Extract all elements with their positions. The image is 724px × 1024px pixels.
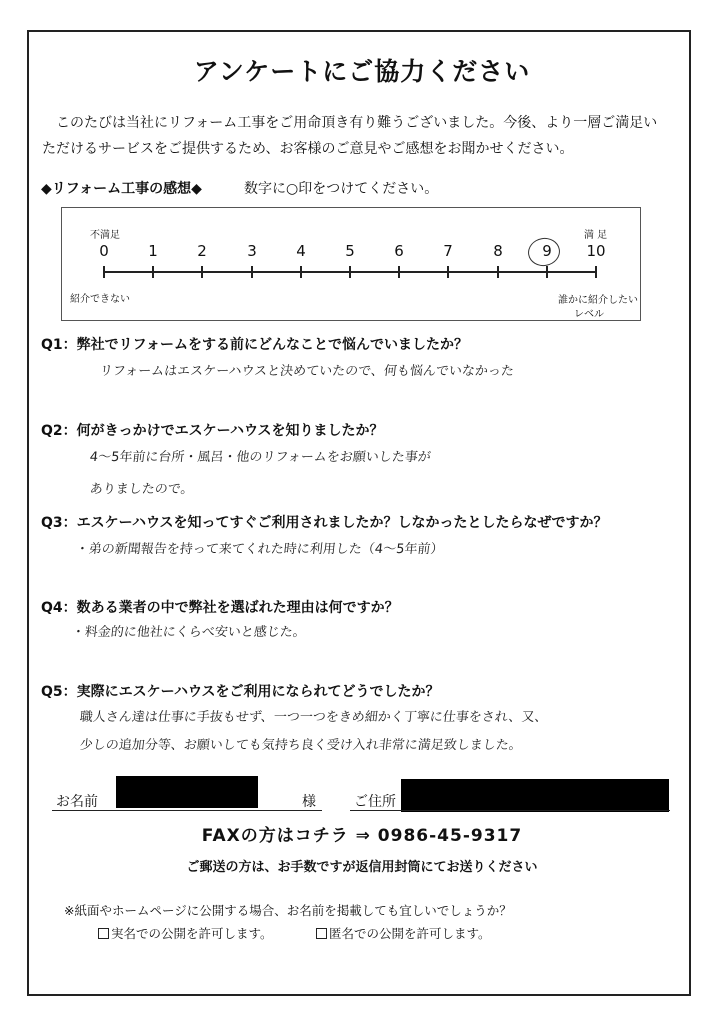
scale-number-8[interactable]: 8	[493, 242, 503, 260]
scale-tick-3	[251, 266, 253, 278]
scale-number-10[interactable]: 10	[586, 242, 606, 260]
answer-5-line-2: 少しの追加分等、お願いしても気持ち良く受け入れ非常に満足致しました。	[79, 738, 523, 753]
scale-label-satisfied: 満 足	[584, 230, 608, 241]
checkbox-anonymous[interactable]	[316, 928, 327, 939]
scale-number-2[interactable]: 2	[197, 242, 207, 260]
scale-number-7[interactable]: 7	[443, 242, 453, 260]
scale-number-5[interactable]: 5	[345, 242, 355, 260]
option-real-name-label: 実名での公開を許可します。	[111, 926, 273, 941]
rating-scale-box	[61, 207, 641, 321]
redacted-address	[401, 779, 669, 812]
scale-label-cannot-recommend: 紹介できない	[70, 294, 130, 305]
publish-question: ※紙面やホームページに公開する場合、お名前を掲載しても宜しいでしょうか？	[64, 903, 512, 918]
scale-label-would-recommend: 誰かに紹介したい	[558, 295, 638, 306]
honorific-label: 様	[302, 794, 316, 810]
name-underline	[52, 810, 322, 811]
section-heading: ◆リフォーム工事の感想◆	[41, 181, 202, 197]
scale-number-3[interactable]: 3	[247, 242, 257, 260]
address-underline	[350, 810, 670, 811]
scale-tick-8	[497, 266, 499, 278]
address-label: ご住所	[354, 794, 396, 810]
question-2: Q2：何がきっかけでエスケーハウスを知りましたか？	[41, 423, 384, 439]
question-1: Q1：弊社でリフォームをする前にどんなことで悩んでいましたか？	[41, 337, 468, 353]
answer-5-line-1: 職人さん達は仕事に手抜もせず、一つ一つをきめ細かく丁寧に仕事をされ、又、	[79, 710, 549, 725]
intro-line-2: ただけるサービスをご提供するため、お客様のご意見やご感想をお聞かせください。	[42, 141, 574, 157]
mail-instruction: ご郵送の方は、お手数ですが返信用封筒にてお送りください	[186, 860, 538, 875]
scale-tick-5	[349, 266, 351, 278]
scale-label-dissatisfied: 不満足	[90, 230, 120, 241]
scale-tick-9	[546, 266, 548, 278]
intro-line-1: このたびは当社にリフォーム工事をご用命頂き有り難うございました。今後、より一層ご満足い	[56, 115, 658, 131]
answer-1-line-1: リフォームはエスケーハウスと決めていたので、何も悩んでいなかった	[99, 364, 515, 379]
option-anonymous[interactable]	[316, 924, 491, 942]
section-instruction: 数字に○印をつけてください。	[244, 181, 439, 197]
answer-2-line-2: ありましたので。	[89, 482, 195, 497]
checkbox-real-name[interactable]	[98, 928, 109, 939]
intro-text	[42, 110, 692, 162]
scale-tick-2	[201, 266, 203, 278]
question-5: Q5：実際にエスケーハウスをご利用になられてどうでしたか？	[41, 684, 440, 700]
scale-tick-0	[103, 266, 105, 278]
scale-number-6[interactable]: 6	[394, 242, 404, 260]
name-label: お名前	[56, 794, 98, 810]
scale-tick-7	[447, 266, 449, 278]
survey-title: アンケートにご協力ください	[193, 57, 531, 86]
question-4: Q4：数ある業者の中で弊社を選ばれた理由は何ですか？	[41, 600, 399, 616]
scale-label-level: レベル	[574, 309, 604, 320]
scale-number-1[interactable]: 1	[148, 242, 158, 260]
scale-number-0[interactable]: 0	[99, 242, 109, 260]
option-real-name[interactable]	[98, 924, 273, 942]
option-anonymous-label: 匿名での公開を許可します。	[329, 926, 491, 941]
answer-2-line-1: 4～5年前に台所・風呂・他のリフォームをお願いした事が	[89, 450, 432, 465]
fax-line: FAXの方はコチラ ⇒ 0986-45-9317	[201, 826, 523, 846]
scale-number-4[interactable]: 4	[296, 242, 306, 260]
redacted-name	[116, 776, 258, 808]
question-3: Q3：エスケーハウスを知ってすぐご利用されましたか？しなかったとしたらなぜですか？	[41, 515, 608, 531]
scale-tick-6	[398, 266, 400, 278]
scale-tick-10	[595, 266, 597, 278]
scale-tick-1	[152, 266, 154, 278]
scale-number-9[interactable]: 9	[542, 242, 552, 260]
answer-3-line-1: ・弟の新聞報告を持って来てくれた時に利用した（4～5年前）	[75, 542, 445, 557]
answer-4-line-1: ・料金的に他社にくらべ安いと感じた。	[71, 625, 307, 640]
scale-tick-4	[300, 266, 302, 278]
